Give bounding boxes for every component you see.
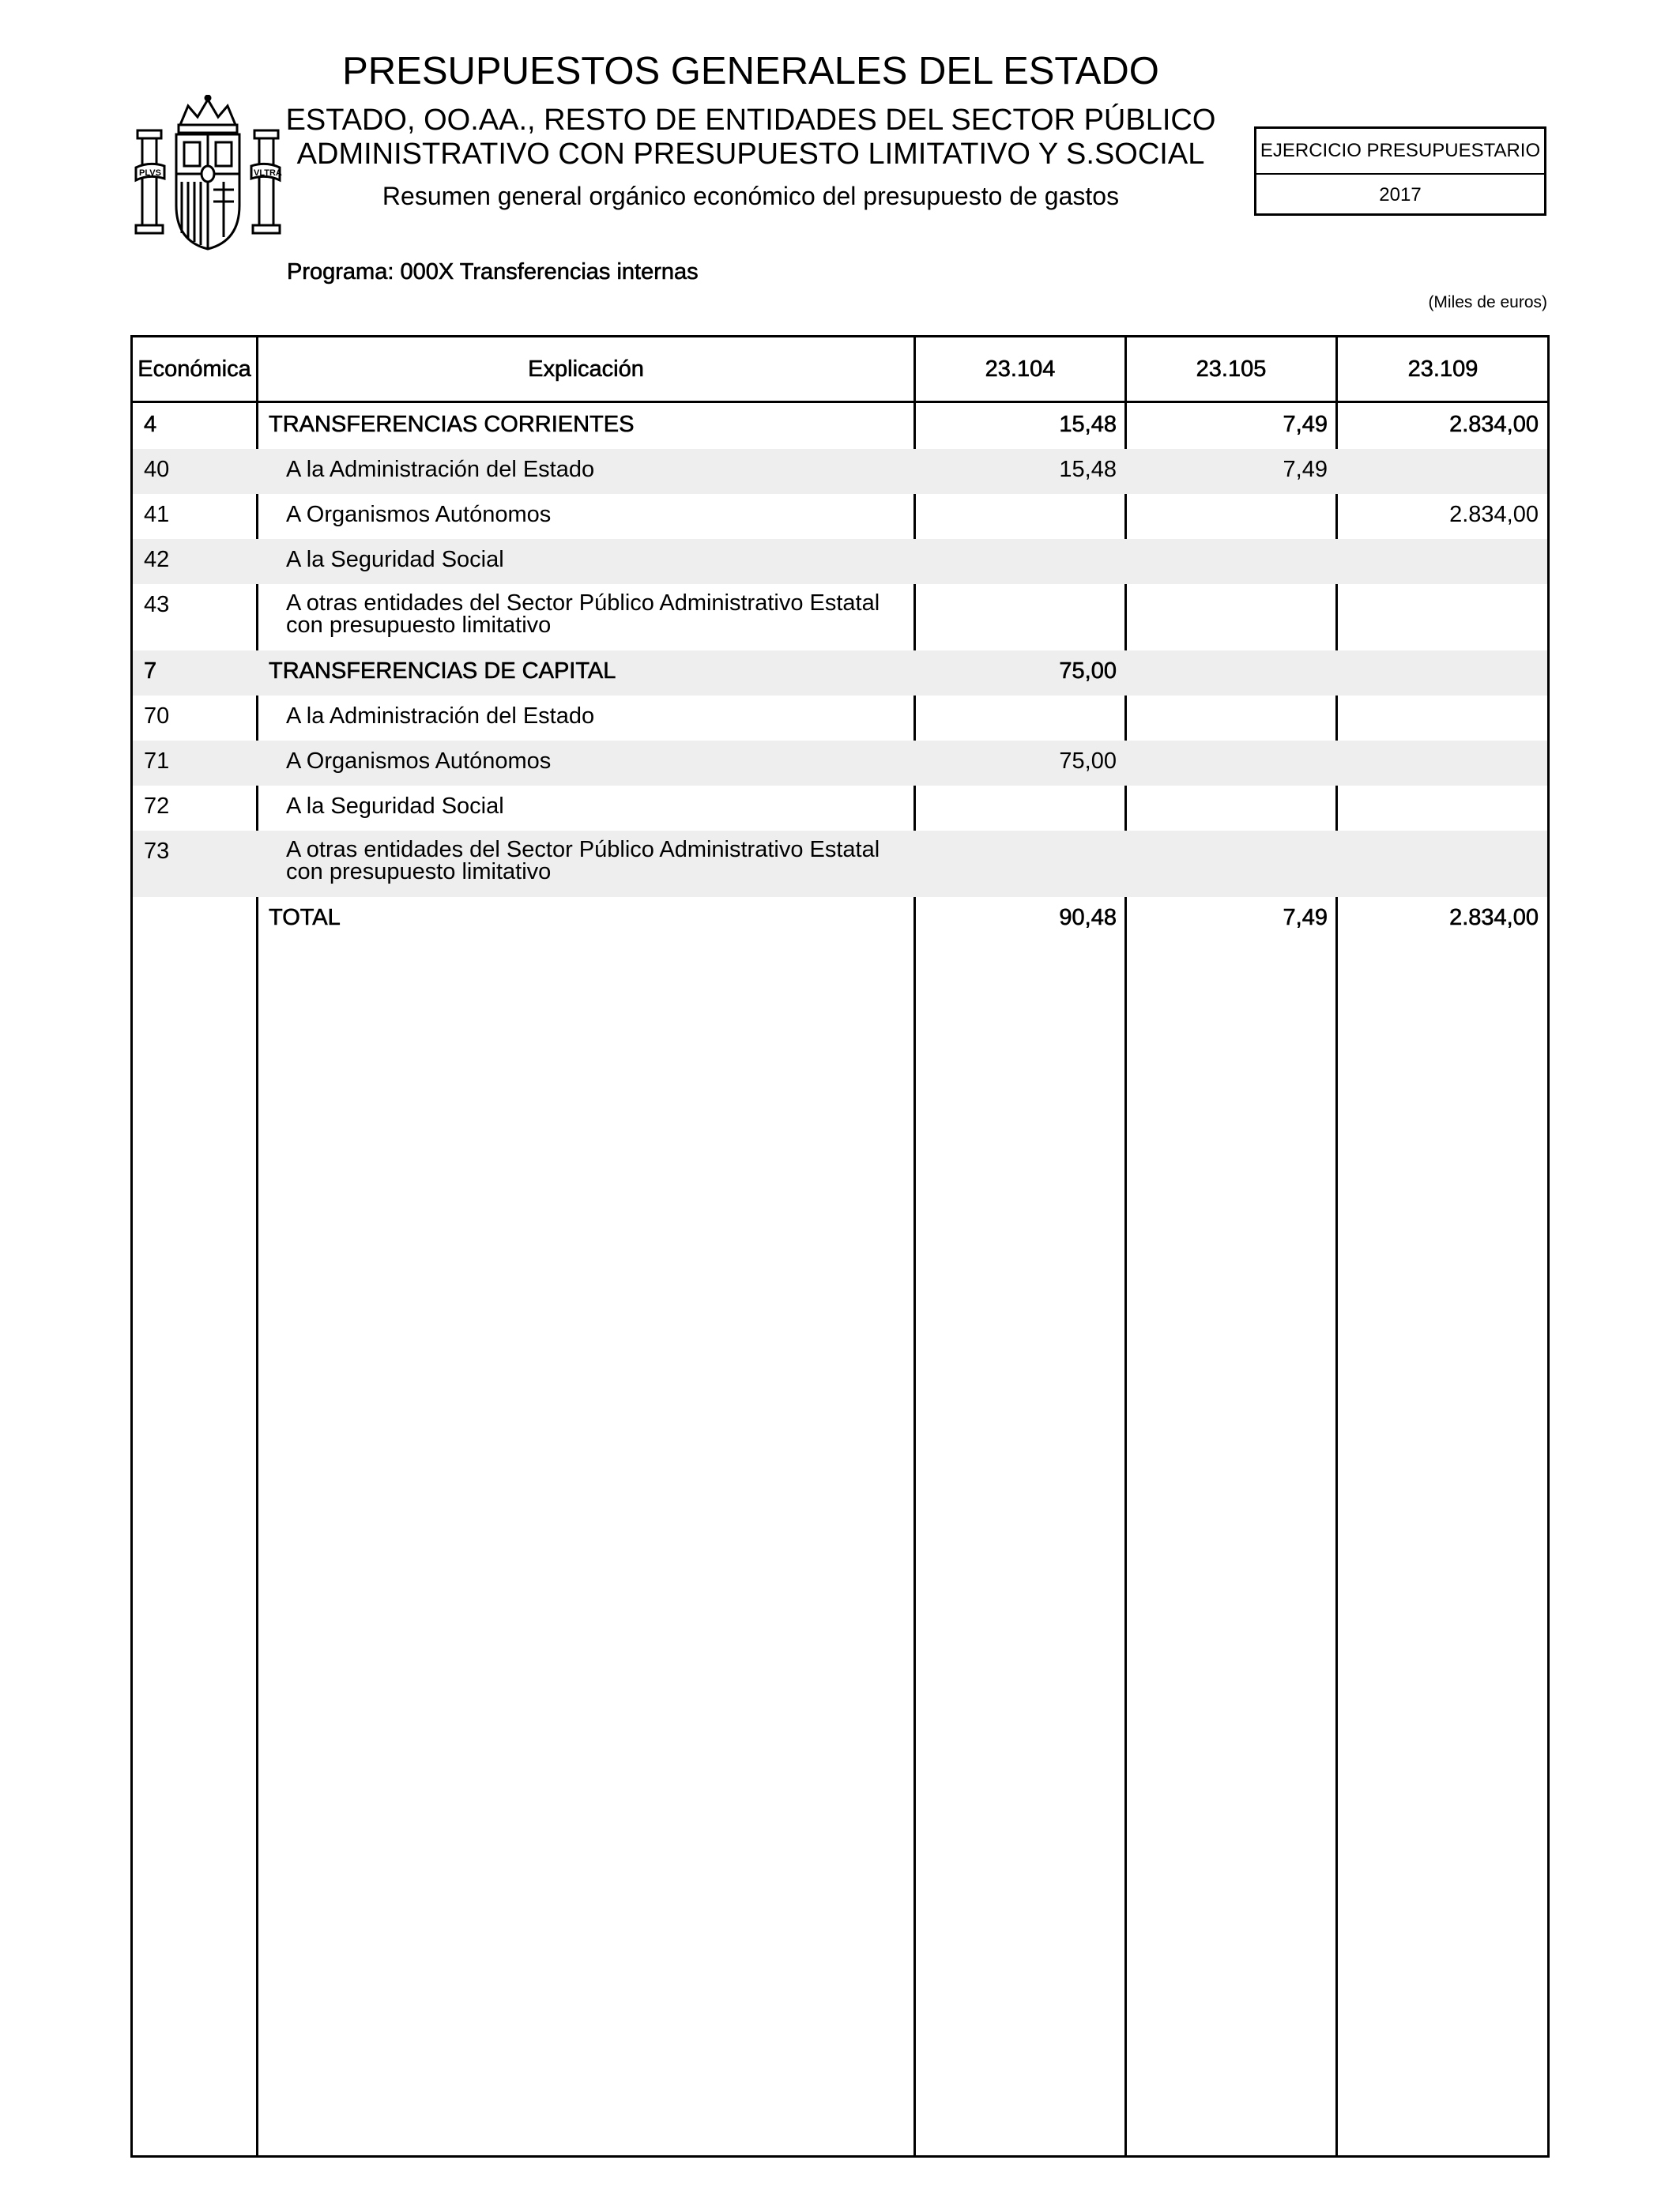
cell-23104: 75,00	[1059, 658, 1117, 684]
page-title: PRESUPUESTOS GENERALES DEL ESTADO	[342, 50, 1159, 92]
cell-23109: 2.834,00	[1449, 905, 1539, 930]
subtitle-line-1: ESTADO, OO.AA., RESTO DE ENTIDADES DEL SECTOR PÚBLICO	[285, 104, 1216, 137]
column-header-economica: Económica	[137, 356, 251, 382]
cell-explicacion: A la Seguridad Social	[286, 547, 504, 572]
cell-economica: 70	[144, 703, 170, 729]
cell-economica: 42	[144, 547, 170, 572]
table-row	[133, 449, 1547, 494]
cell-explicacion	[286, 839, 934, 883]
column-header-23105: 23.105	[1196, 356, 1267, 382]
subtitle-line-3: Resumen general orgánico económico del presupuesto de gastos	[382, 182, 1120, 210]
cell-23105: 7,49	[1283, 905, 1328, 930]
column-header-explicacion: Explicación	[528, 356, 644, 382]
cell-economica: 41	[144, 502, 170, 527]
units-label: (Miles de euros)	[1428, 293, 1547, 311]
cell-explicacion-line-2: con presupuesto limitativo	[286, 613, 552, 638]
table-row	[133, 494, 1547, 539]
cell-explicacion-line-1: A otras entidades del Sector Público Administrativo Estatal	[286, 590, 880, 616]
coat-motto-right: VLTRA	[254, 168, 282, 178]
cell-explicacion: TRANSFERENCIAS DE CAPITAL	[269, 658, 616, 684]
table-row	[133, 404, 1547, 449]
cell-explicacion: TOTAL	[269, 905, 341, 930]
subtitle-line-2: ADMINISTRATIVO CON PRESUPUESTO LIMITATIVO Y S.SOCIAL	[296, 138, 1205, 171]
table-row	[133, 650, 1547, 696]
cell-23109: 2.834,00	[1449, 502, 1539, 527]
cell-economica: 7	[144, 658, 157, 684]
ejercicio-value: 2017	[1379, 184, 1422, 205]
column-header-23109: 23.109	[1407, 356, 1478, 382]
cell-explicacion: A Organismos Autónomos	[286, 748, 552, 774]
cell-explicacion: A Organismos Autónomos	[286, 502, 552, 527]
cell-23104: 15,48	[1059, 457, 1117, 482]
cell-23105: 7,49	[1283, 412, 1328, 437]
table-row-total	[133, 897, 1547, 942]
header-divider	[133, 401, 1547, 403]
column-header-23104: 23.104	[985, 356, 1056, 382]
cell-23104: 90,48	[1059, 905, 1117, 930]
table-row	[133, 584, 1547, 650]
spain-coat-of-arms-icon	[133, 95, 283, 253]
coat-motto-left: PLVS	[139, 168, 161, 178]
cell-economica: 71	[144, 748, 170, 774]
cell-23109: 2.834,00	[1449, 412, 1539, 437]
cell-23105: 7,49	[1283, 457, 1328, 482]
programa-label: Programa: 000X Transferencias internas	[287, 259, 699, 285]
cell-explicacion-line-1: A otras entidades del Sector Público Administrativo Estatal	[286, 837, 880, 862]
ejercicio-label: EJERCICIO PRESUPUESTARIO	[1256, 129, 1544, 175]
cell-economica: 4	[144, 412, 157, 437]
cell-23104: 75,00	[1059, 748, 1117, 774]
table-row	[133, 786, 1547, 831]
table-row	[133, 696, 1547, 741]
table-row	[133, 741, 1547, 786]
cell-economica: 43	[144, 592, 170, 617]
cell-economica: 40	[144, 457, 170, 482]
cell-23104: 15,48	[1059, 412, 1117, 437]
table-row	[133, 831, 1547, 897]
budget-table	[130, 335, 1550, 2158]
table-row	[133, 539, 1547, 584]
cell-explicacion: TRANSFERENCIAS CORRIENTES	[269, 412, 635, 437]
cell-explicacion-line-2: con presupuesto limitativo	[286, 859, 552, 884]
cell-explicacion	[286, 592, 934, 636]
cell-economica: 72	[144, 794, 170, 819]
cell-explicacion: A la Seguridad Social	[286, 794, 504, 819]
cell-explicacion: A la Administración del Estado	[286, 457, 595, 482]
cell-explicacion: A la Administración del Estado	[286, 703, 595, 729]
cell-economica: 73	[144, 839, 170, 864]
ejercicio-presupuestario-box	[1254, 126, 1546, 216]
